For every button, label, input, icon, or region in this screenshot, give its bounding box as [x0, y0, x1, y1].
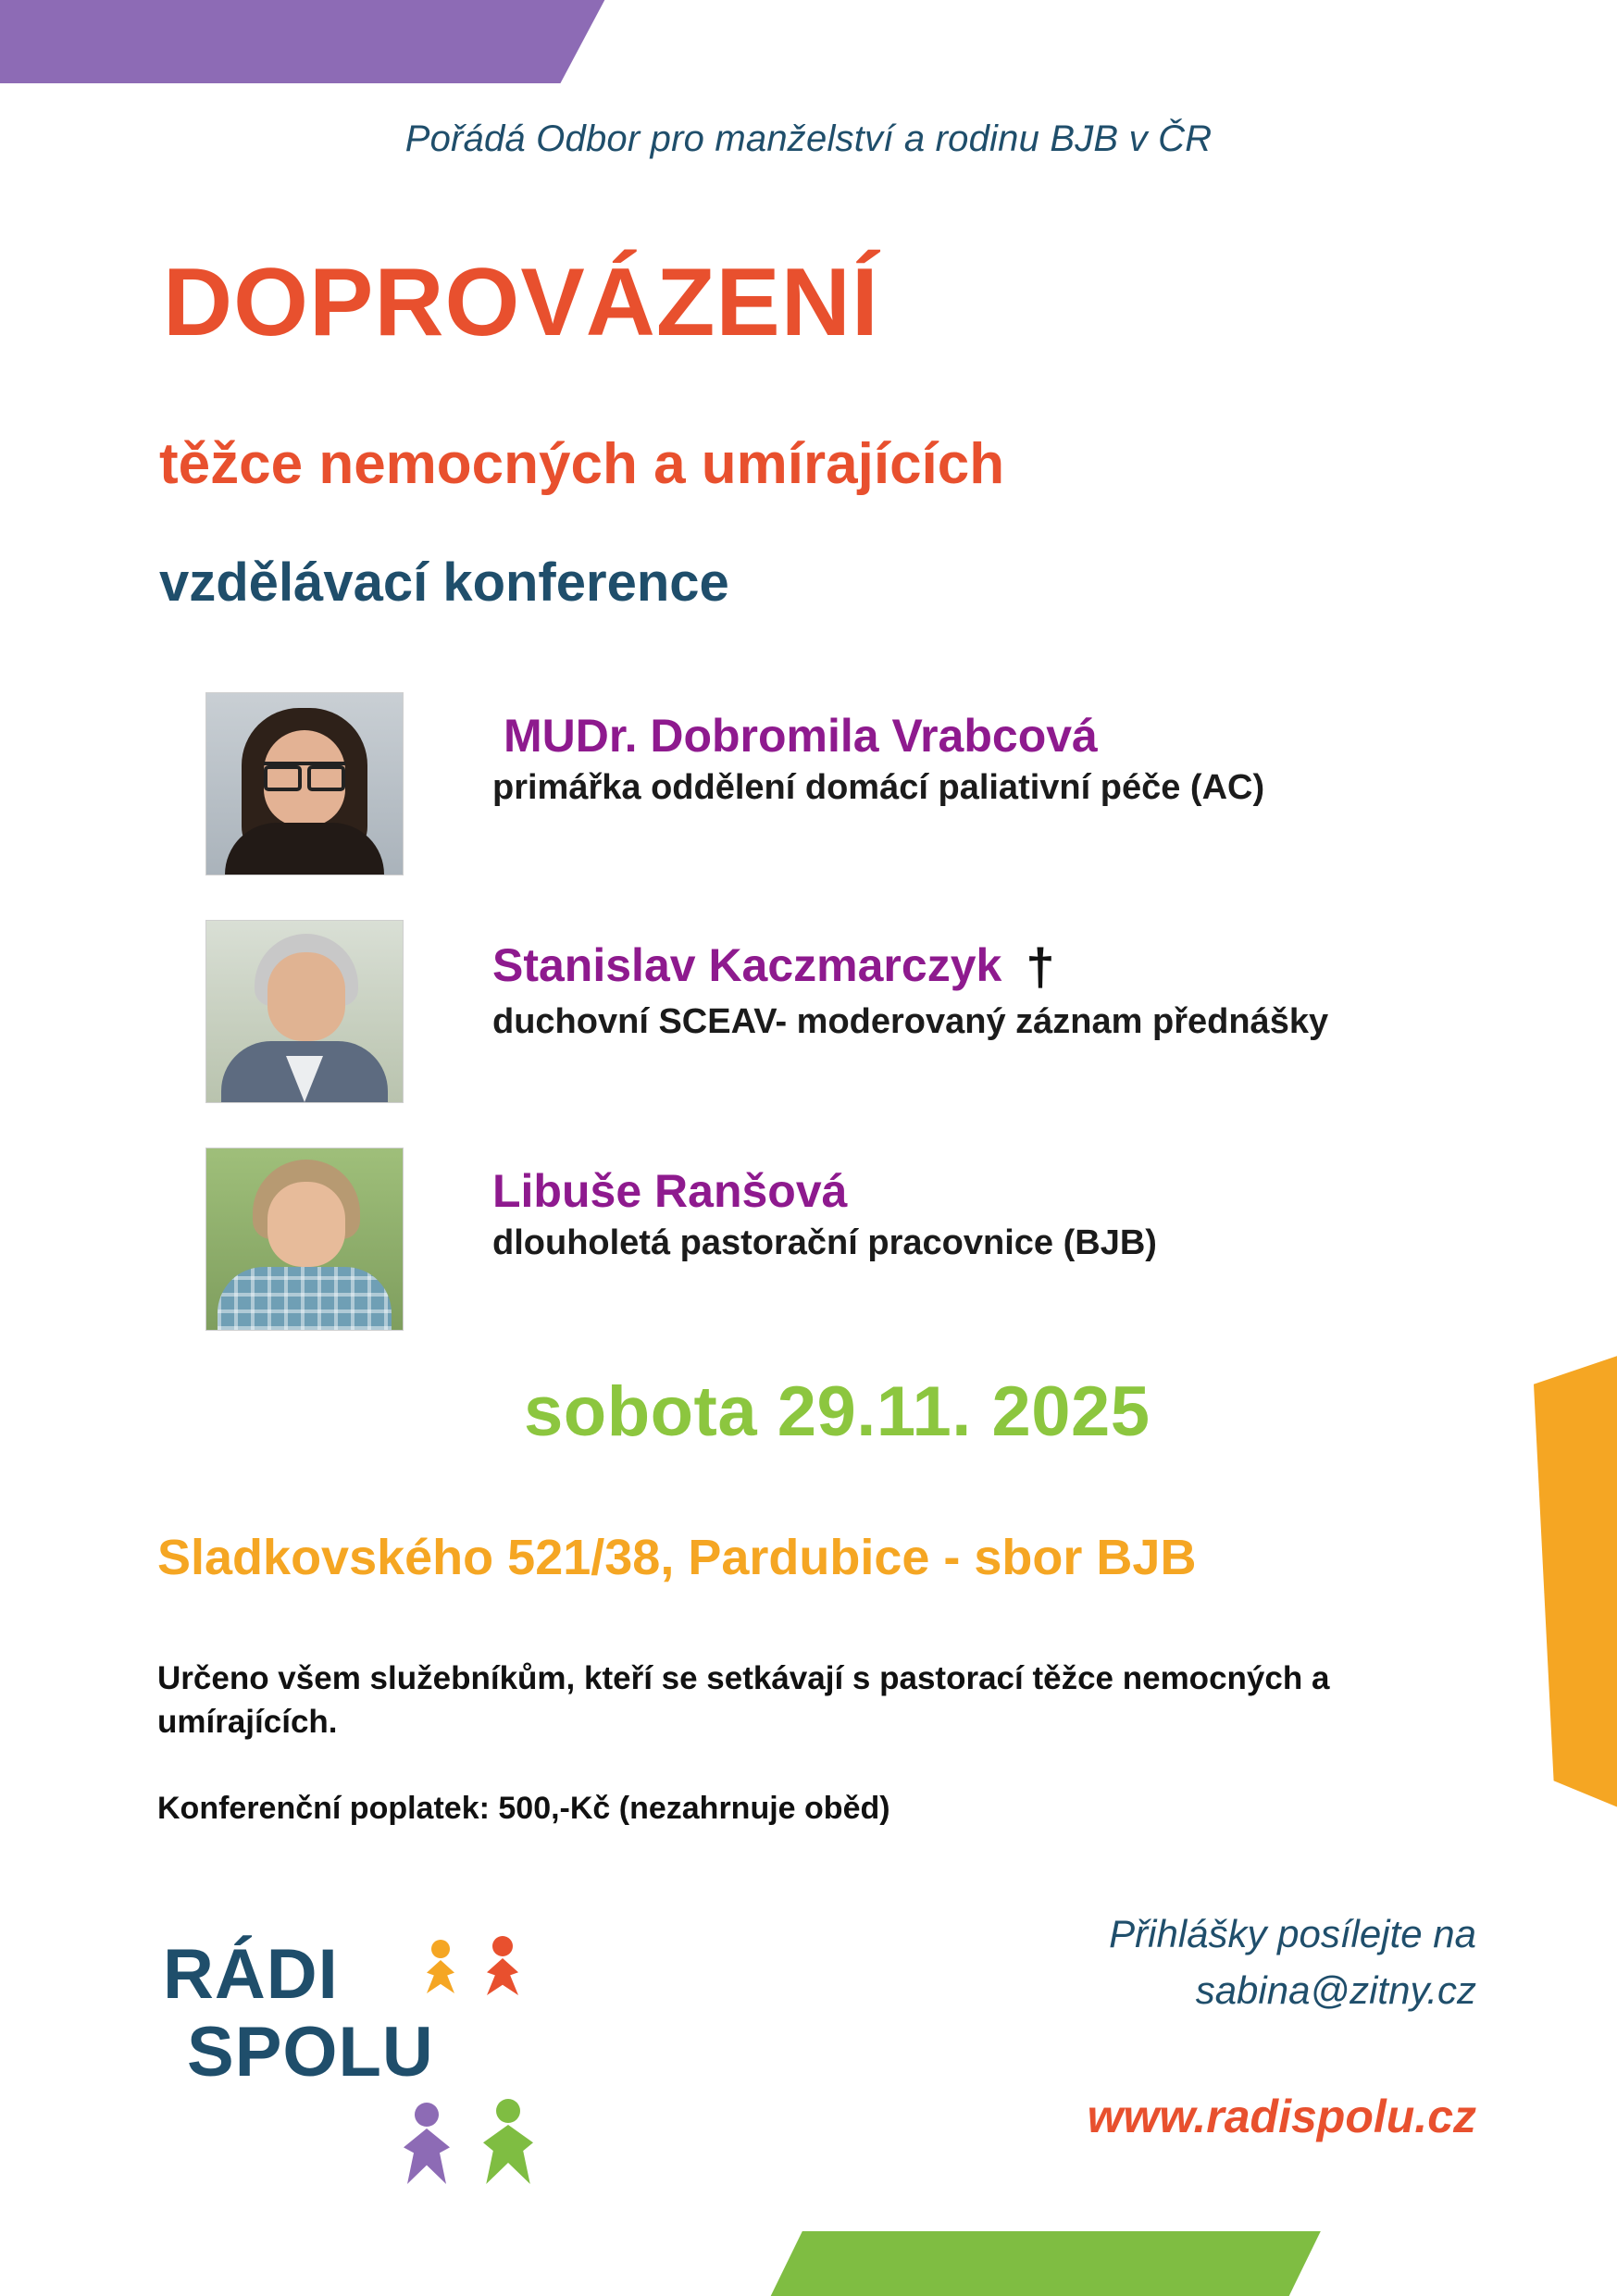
list-item [205, 1148, 1501, 1333]
speaker-text [492, 1148, 1157, 1263]
speaker-name-text: Stanislav Kaczmarczyk [492, 939, 1002, 991]
cross-icon: † [1026, 937, 1055, 996]
event-venue: Sladkovského 521/38, Pardubice - sbor BJB [157, 1530, 1197, 1585]
logo-line-2: SPOLU [187, 2013, 434, 2091]
list-item [205, 920, 1501, 1105]
speaker-role: dlouholetá pastorační pracovnice (BJB) [492, 1223, 1157, 1262]
speaker-name: MUDr. Dobromila Vrabcová [504, 710, 1098, 762]
speaker-text [492, 692, 1264, 808]
speaker-name [492, 937, 1328, 997]
logo-radi-spolu [163, 1934, 598, 2193]
portrait-libuse-ransova [205, 1148, 404, 1331]
decorative-purple-shape [0, 0, 625, 83]
organizer-line: Pořádá Odbor pro manželství a rodinu BJB v ČR [404, 118, 1213, 159]
portrait-dobromila-vrabcova [205, 692, 404, 875]
speaker-role: duchovní SCEAV- moderovaný záznam přednášky [492, 1002, 1329, 1041]
person-red-icon [474, 1936, 531, 2001]
speaker-role: primářka oddělení domácí paliativní péče (AC) [492, 768, 1265, 807]
decorative-orange-shape [1534, 1347, 1617, 1818]
registration-email[interactable]: sabina@zitny.cz [1195, 1967, 1476, 2012]
speaker-text [492, 920, 1328, 1042]
audience-note: Určeno všem služebníkům, kteří se setkávají s pastorací těžce nemocných a umírajících. [157, 1660, 1330, 1741]
conference-fee: Konferenční poplatek: 500,-Kč (nezahrnuje oběd) [157, 1791, 890, 1826]
person-purple-icon [394, 2103, 459, 2188]
logo-line-1: RÁDI [163, 1935, 339, 2014]
website-link[interactable]: www.radispolu.cz [1087, 2091, 1476, 2142]
person-orange-icon [415, 1940, 466, 1999]
event-type-label: vzdělávací konference [159, 552, 729, 613]
registration-block [1109, 1906, 1476, 2019]
portrait-stanislav-kaczmarczyk [205, 920, 404, 1103]
speaker-name: Libuše Ranšová [492, 1165, 848, 1217]
speaker-list [205, 692, 1501, 1375]
registration-label: Přihlášky posílejte na [1109, 1912, 1476, 1955]
decorative-green-shape [753, 2231, 1321, 2296]
person-green-icon [474, 2099, 542, 2188]
list-item [205, 692, 1501, 877]
event-date: sobota 29.11. 2025 [524, 1372, 1151, 1451]
page-title: DOPROVÁZENÍ [163, 249, 879, 356]
page-subtitle: těžce nemocných a umírajících [159, 432, 1005, 496]
